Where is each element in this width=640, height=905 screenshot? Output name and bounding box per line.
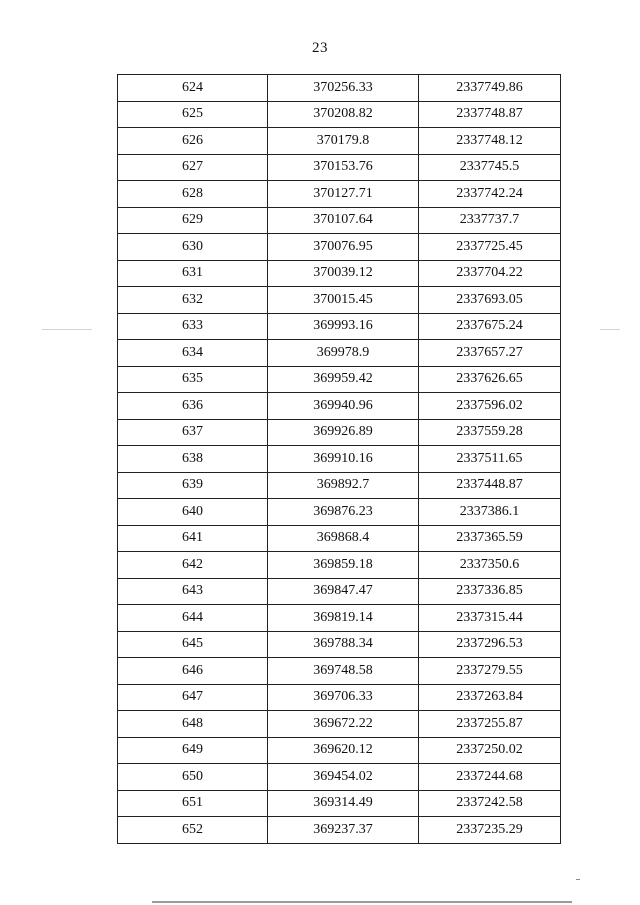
x-coordinate-cell: 369978.9 xyxy=(268,340,419,367)
point-number-cell: 633 xyxy=(118,313,268,340)
x-coordinate-cell: 369859.18 xyxy=(268,552,419,579)
y-coordinate-cell: 2337693.05 xyxy=(419,287,561,314)
x-coordinate-cell: 369314.49 xyxy=(268,790,419,817)
y-coordinate-cell: 2337235.29 xyxy=(419,817,561,844)
x-coordinate-cell: 369993.16 xyxy=(268,313,419,340)
point-number-cell: 634 xyxy=(118,340,268,367)
point-number-cell: 646 xyxy=(118,658,268,685)
table-row xyxy=(118,737,561,764)
table-row xyxy=(118,234,561,261)
point-number-cell: 652 xyxy=(118,817,268,844)
x-coordinate-cell: 370127.71 xyxy=(268,181,419,208)
table-row xyxy=(118,631,561,658)
table-row xyxy=(118,764,561,791)
x-coordinate-cell: 369876.23 xyxy=(268,499,419,526)
y-coordinate-cell: 2337742.24 xyxy=(419,181,561,208)
table-row xyxy=(118,658,561,685)
table-row xyxy=(118,128,561,155)
y-coordinate-cell: 2337296.53 xyxy=(419,631,561,658)
x-coordinate-cell: 370179.8 xyxy=(268,128,419,155)
y-coordinate-cell: 2337745.5 xyxy=(419,154,561,181)
point-number-cell: 629 xyxy=(118,207,268,234)
point-number-cell: 628 xyxy=(118,181,268,208)
point-number-cell: 639 xyxy=(118,472,268,499)
x-coordinate-cell: 370015.45 xyxy=(268,287,419,314)
y-coordinate-cell: 2337386.1 xyxy=(419,499,561,526)
point-number-cell: 647 xyxy=(118,684,268,711)
x-coordinate-cell: 369910.16 xyxy=(268,446,419,473)
y-coordinate-cell: 2337737.7 xyxy=(419,207,561,234)
table-row xyxy=(118,552,561,579)
x-coordinate-cell: 369672.22 xyxy=(268,711,419,738)
point-number-cell: 627 xyxy=(118,154,268,181)
y-coordinate-cell: 2337511.65 xyxy=(419,446,561,473)
y-coordinate-cell: 2337675.24 xyxy=(419,313,561,340)
y-coordinate-cell: 2337749.86 xyxy=(419,75,561,102)
x-coordinate-cell: 369706.33 xyxy=(268,684,419,711)
y-coordinate-cell: 2337704.22 xyxy=(419,260,561,287)
table-row xyxy=(118,817,561,844)
point-number-cell: 641 xyxy=(118,525,268,552)
table-row xyxy=(118,101,561,128)
point-number-cell: 624 xyxy=(118,75,268,102)
table-row xyxy=(118,287,561,314)
table-row xyxy=(118,525,561,552)
point-number-cell: 637 xyxy=(118,419,268,446)
y-coordinate-cell: 2337336.85 xyxy=(419,578,561,605)
table-row xyxy=(118,446,561,473)
y-coordinate-cell: 2337263.84 xyxy=(419,684,561,711)
point-number-cell: 651 xyxy=(118,790,268,817)
x-coordinate-cell: 369620.12 xyxy=(268,737,419,764)
x-coordinate-cell: 369748.58 xyxy=(268,658,419,685)
y-coordinate-cell: 2337279.55 xyxy=(419,658,561,685)
x-coordinate-cell: 369819.14 xyxy=(268,605,419,632)
coordinate-table-body xyxy=(118,75,561,844)
y-coordinate-cell: 2337242.58 xyxy=(419,790,561,817)
point-number-cell: 630 xyxy=(118,234,268,261)
table-row xyxy=(118,366,561,393)
table-row xyxy=(118,207,561,234)
point-number-cell: 638 xyxy=(118,446,268,473)
point-number-cell: 645 xyxy=(118,631,268,658)
coordinate-table xyxy=(117,74,561,844)
table-row xyxy=(118,393,561,420)
x-coordinate-cell: 369454.02 xyxy=(268,764,419,791)
y-coordinate-cell: 2337725.45 xyxy=(419,234,561,261)
y-coordinate-cell: 2337748.87 xyxy=(419,101,561,128)
y-coordinate-cell: 2337255.87 xyxy=(419,711,561,738)
x-coordinate-cell: 370076.95 xyxy=(268,234,419,261)
x-coordinate-cell: 369892.7 xyxy=(268,472,419,499)
point-number-cell: 635 xyxy=(118,366,268,393)
y-coordinate-cell: 2337365.59 xyxy=(419,525,561,552)
table-row xyxy=(118,154,561,181)
table-row xyxy=(118,711,561,738)
scan-artifact xyxy=(42,329,92,330)
point-number-cell: 648 xyxy=(118,711,268,738)
table-row xyxy=(118,340,561,367)
point-number-cell: 625 xyxy=(118,101,268,128)
table-row xyxy=(118,419,561,446)
x-coordinate-cell: 369940.96 xyxy=(268,393,419,420)
x-coordinate-cell: 369788.34 xyxy=(268,631,419,658)
y-coordinate-cell: 2337315.44 xyxy=(419,605,561,632)
y-coordinate-cell: 2337244.68 xyxy=(419,764,561,791)
y-coordinate-cell: 2337748.12 xyxy=(419,128,561,155)
x-coordinate-cell: 369237.37 xyxy=(268,817,419,844)
point-number-cell: 650 xyxy=(118,764,268,791)
table-row xyxy=(118,472,561,499)
page-edge-line xyxy=(152,901,572,903)
y-coordinate-cell: 2337350.6 xyxy=(419,552,561,579)
point-number-cell: 640 xyxy=(118,499,268,526)
point-number-cell: 632 xyxy=(118,287,268,314)
table-row xyxy=(118,790,561,817)
x-coordinate-cell: 369868.4 xyxy=(268,525,419,552)
x-coordinate-cell: 369847.47 xyxy=(268,578,419,605)
table-row xyxy=(118,684,561,711)
x-coordinate-cell: 370208.82 xyxy=(268,101,419,128)
point-number-cell: 642 xyxy=(118,552,268,579)
y-coordinate-cell: 2337596.02 xyxy=(419,393,561,420)
table-row xyxy=(118,499,561,526)
table-row xyxy=(118,605,561,632)
point-number-cell: 649 xyxy=(118,737,268,764)
x-coordinate-cell: 370256.33 xyxy=(268,75,419,102)
scan-artifact xyxy=(600,329,620,330)
y-coordinate-cell: 2337657.27 xyxy=(419,340,561,367)
y-coordinate-cell: 2337559.28 xyxy=(419,419,561,446)
point-number-cell: 631 xyxy=(118,260,268,287)
table-row xyxy=(118,313,561,340)
x-coordinate-cell: 370039.12 xyxy=(268,260,419,287)
point-number-cell: 626 xyxy=(118,128,268,155)
x-coordinate-cell: 370107.64 xyxy=(268,207,419,234)
point-number-cell: 644 xyxy=(118,605,268,632)
table-row xyxy=(118,578,561,605)
table-row xyxy=(118,181,561,208)
x-coordinate-cell: 369926.89 xyxy=(268,419,419,446)
table-row xyxy=(118,75,561,102)
page-number: 23 xyxy=(312,40,328,56)
x-coordinate-cell: 370153.76 xyxy=(268,154,419,181)
point-number-cell: 643 xyxy=(118,578,268,605)
x-coordinate-cell: 369959.42 xyxy=(268,366,419,393)
y-coordinate-cell: 2337626.65 xyxy=(419,366,561,393)
y-coordinate-cell: 2337448.87 xyxy=(419,472,561,499)
y-coordinate-cell: 2337250.02 xyxy=(419,737,561,764)
table-row xyxy=(118,260,561,287)
point-number-cell: 636 xyxy=(118,393,268,420)
scan-artifact xyxy=(576,879,580,880)
